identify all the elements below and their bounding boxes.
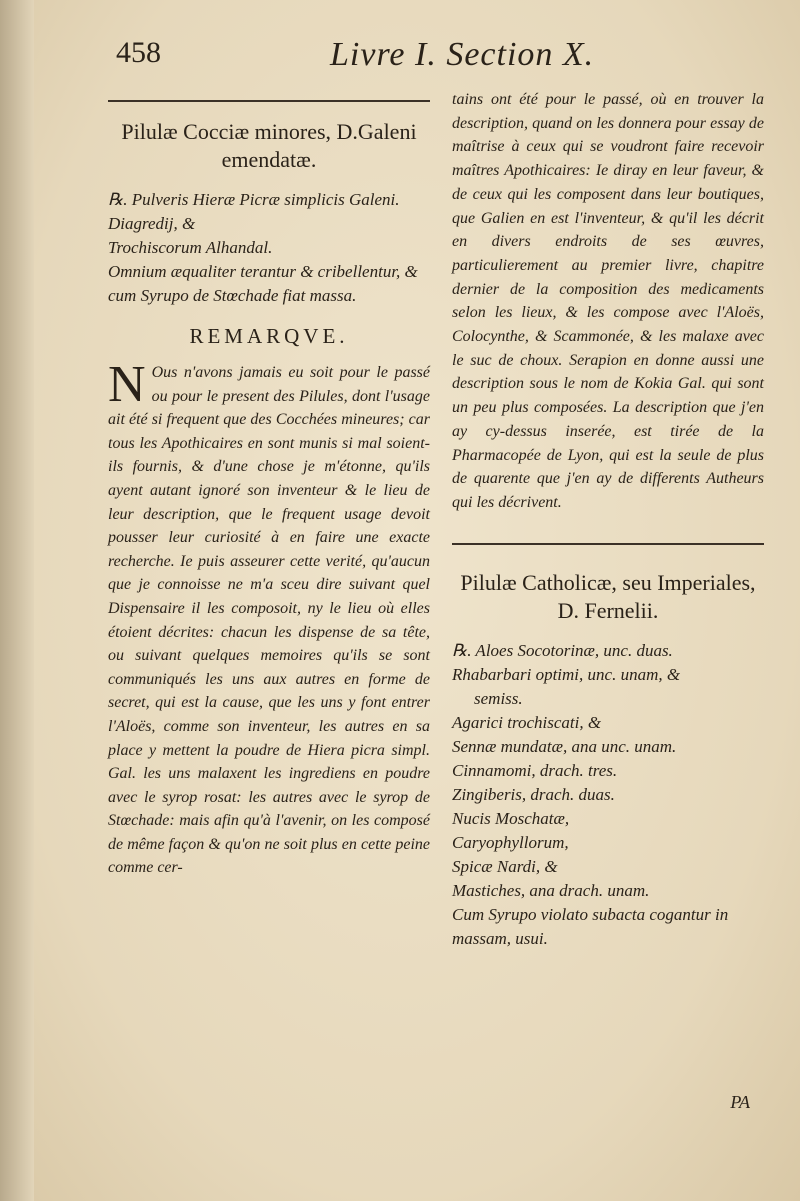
recipe-line: Omnium æqualiter terantur & cribellentur, & cum Syrupo de Stœchade fiat massa. [108, 262, 418, 305]
recipe-line: Diagredij, & [108, 214, 196, 233]
recipe-block [452, 639, 764, 951]
recipe-line: ℞. Pulveris Hieræ Picræ simplicis Galeni. [108, 190, 400, 209]
drop-cap: N [108, 356, 146, 413]
recipe-line: Trochiscorum Alhandal. [108, 238, 273, 257]
recipe-block [108, 188, 430, 308]
right-column [452, 88, 764, 951]
section-rule [452, 543, 764, 545]
remarque-body [108, 356, 430, 880]
remarque-heading: REMARQVE. [189, 324, 349, 348]
catchword: PA [730, 1092, 750, 1112]
remarque-continuation: tains ont été pour le passé, où en trouver la description, quand on les donnera pour essay de maîtrise à ceux qui se voudront faire recevoir maîtres Apothicaires: Ie diray en leur faveur, & de ceux qui les composent dans leur boutiques, que Galien en est l'inventeur, & qu'il les décrit en divers endroits de ses œuvres, particulierement au premier livre, chapitre dernier de la composition des medicaments selon les lieux, & les compose avec l'Aloës, Colocynthe, & Scammonée, & les malaxe avec le suc de choux. Serapion en donne aussi une description sous le nom de Kokia Gal. qui sont un peu plus composées. La description que j'en ay cy-dessus inserée, est tirée de la Pharmacopée de Lyon, qui est la seule de plus de quarente que j'en ay de differents Autheurs qui les décrivent. [452, 91, 764, 511]
recipe-line: Cum Syrupo violato subacta cogantur in massam, usui. [452, 904, 729, 948]
recipe-title: Pilulæ Catholicæ, seu Imperiales, D. Fernelii. [460, 569, 756, 623]
recipe-line: Caryophyllorum, [452, 832, 569, 852]
left-column [108, 88, 430, 880]
recipe-line: Mastiches, ana drach. unam. [452, 880, 650, 900]
recipe-line: Sennæ mundatæ, ana unc. unam. [452, 736, 677, 756]
recipe-line: semiss. [474, 688, 523, 708]
recipe-line: Nucis Moschatæ, [452, 808, 570, 828]
page-number: 458 [116, 36, 161, 69]
recipe-line: Agarici trochiscati, & [452, 712, 602, 732]
recipe-line: ℞. Aloes Socotorinæ, unc. duas. [452, 640, 673, 660]
page-gutter-shadow [0, 0, 34, 1201]
recipe-line: Cinnamomi, drach. tres. [452, 760, 618, 780]
running-head: Livre I. Section X. [330, 36, 595, 73]
recipe-line: Zingiberis, drach. duas. [452, 784, 615, 804]
recipe-line: Spicæ Nardi, & [452, 856, 558, 876]
section-rule [108, 100, 430, 102]
recipe-title: Pilulæ Cocciæ minores, D.Galeni emendatæ. [121, 119, 417, 172]
page-header [110, 36, 750, 86]
recipe-line: Rhabarbari optimi, unc. unam, & [452, 664, 681, 684]
remarque-text: Ous n'avons jamais eu soit pour le passé ou pour le present des Pilules, dont l'usage ait été si frequent que des Cocchées mineures; car tous les Apothicaires en sont munis si mal soient-ils fournis, & d'une chose je m'étonne, qu'ils ayent autant ignoré son inventeur & le lieu de leur description, que le frequent usage devoit pousser leur curiosité à en faire une exacte recherche. Ie puis asseurer cette verité, qu'aucun que je connoisse ne m'a sceu dire suivant quel Dispensaire il les composoit, ny le lieu où elles étoient décrites: chacun les dispense de sa tête, ou suivant quelques memoires qu'ils se sont communiqués les uns aux autres en forme de secret, qui est la cause, que les uns y font entrer l'Aloës, comme son inventeur, les autres en sa place y mettent la poudre de Hiera picra simpl. Gal. les uns malaxent les ingrediens en poudre avec le syrop rosat: les autres avec le syrop de Stœchade: mais afin qu'à l'avenir, on les composé de même façon & qu'on ne soit plus en cette peine comme cer- [108, 364, 430, 877]
